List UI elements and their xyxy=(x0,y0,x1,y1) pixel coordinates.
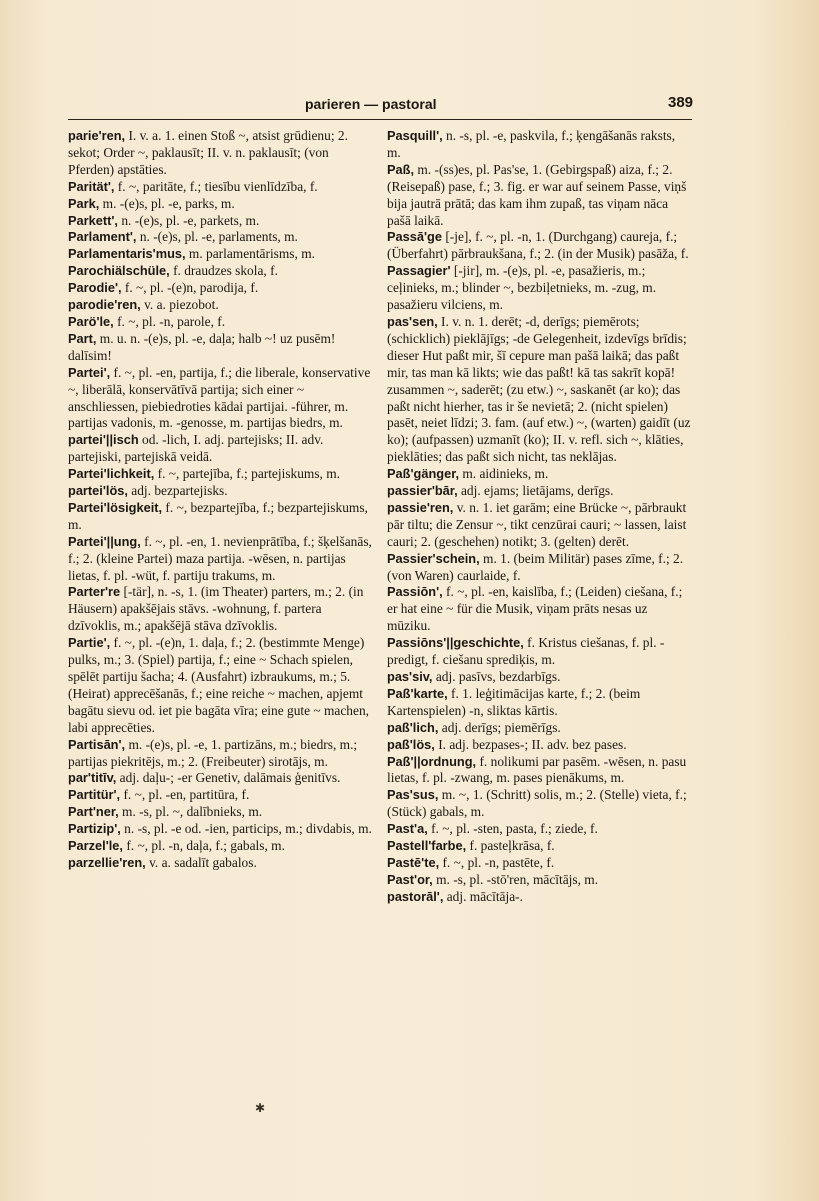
entry-headword: Passagier' xyxy=(387,263,451,279)
entry-headword: Passier'schein, xyxy=(387,550,480,566)
entry-headword: Partie', xyxy=(68,635,111,651)
entry-headword: Parität', xyxy=(68,178,115,194)
entry-definition: f. nolikumi par pasēm. -wēsen, n. pasu lietas, f. pl. -zwang, m. pases pienākums, m. xyxy=(387,753,687,786)
entry-headword: partei'lös, xyxy=(68,483,128,499)
entry-definition: m. ~, 1. (Schritt) solis, m.; 2. (Stelle) vieta, f.; (Stück) gabals, m. xyxy=(387,787,687,820)
entry-definition: f. ~, pl. -en, partitūra, f. xyxy=(120,787,250,803)
entry-definition: I. adj. bezpases-; II. adv. bez pases. xyxy=(434,736,627,752)
entry-definition: adj. pasīvs, bezdarbīgs. xyxy=(432,669,561,684)
running-head: parieren — pastoral xyxy=(305,96,437,112)
dictionary-entry xyxy=(387,787,692,821)
dictionary-entry xyxy=(387,821,692,838)
dictionary-entry xyxy=(387,720,692,737)
entry-headword: Parochiälschüle, xyxy=(68,263,170,279)
entry-headword: Passiōns'||geschichte, xyxy=(387,635,524,651)
entry-headword: Passiōn', xyxy=(387,584,443,600)
entry-definition: f. ~, pl. -n, parole, f. xyxy=(113,313,226,329)
entry-headword: Part'ner, xyxy=(68,804,119,820)
dictionary-entry xyxy=(68,737,374,771)
entry-definition: f. ~, pl. -(e)n, 1. daļa, f.; 2. (bestimmte Menge) pulks, m.; 3. (Spiel) partija, f.; eine ~ Schach spielen, spēlēt partiju šacha; 4. (Ausfahrt) izbraukums, m.; 5. (Heirat) apprecēšanās, f.; eine reiche ~ machen, apjemt bagātu sievu od. iet pie bagāta vīra; eine gute ~ machen, labi apprecēties. xyxy=(68,635,369,735)
entry-definition: m. -(e)s, pl. -e, 1. partizāns, m.; biedrs, m.; partijas piekritējs, m.; 2. (Freibeuter) sirotājs, m. xyxy=(68,736,358,769)
dictionary-entry xyxy=(387,162,692,230)
dictionary-entry xyxy=(387,872,692,889)
entry-definition: adj. bezpartejisks. xyxy=(127,483,228,499)
dictionary-entry xyxy=(387,314,692,466)
dictionary-entry xyxy=(68,787,374,804)
dictionary-entry xyxy=(68,179,374,196)
entry-headword: Part, xyxy=(68,330,97,346)
dictionary-entry xyxy=(387,551,692,585)
dictionary-entry xyxy=(68,365,374,433)
entry-definition: f. ~, pl. -n, daļa, f.; gabals, m. xyxy=(122,838,285,854)
entry-definition: [-tär], n. -s, 1. (im Theater) parters, m.; 2. (in Häusern) apakšējais stāvs. -wohnung, f. partera dzīvoklis, m.; apakšējā stāva dzīvoklis. xyxy=(68,584,364,634)
entry-headword: Paß'gänger, xyxy=(387,466,460,482)
entry-definition: n. -(e)s, pl. -e, parkets, m. xyxy=(118,212,260,228)
entry-headword: Partei'||ung, xyxy=(68,533,141,549)
dictionary-entry xyxy=(68,584,374,635)
dictionary-entry xyxy=(387,838,692,855)
entry-headword: Parzel'le, xyxy=(68,838,123,854)
entry-definition: adj. derīgs; piemērīgs. xyxy=(438,719,561,735)
dictionary-entry xyxy=(387,855,692,872)
dictionary-entry xyxy=(68,635,374,736)
entry-definition: f. ~, pl. -(e)n, parodija, f. xyxy=(121,280,259,296)
entry-definition: f. ~, pl. -n, pastēte, f. xyxy=(439,854,555,870)
footer-ornament: ✱ xyxy=(255,1101,266,1115)
entry-headword: Parkett', xyxy=(68,212,118,228)
dictionary-entry xyxy=(68,804,374,821)
entry-definition: [-je], f. ~, pl. -n, 1. (Durchgang) caureja, f.; (Überfahrt) pārbraukšana, f.; 2. (in der Musik) pasāža, f. xyxy=(387,229,689,262)
entry-definition: m. parlamentārisms, m. xyxy=(185,246,315,262)
entry-definition: f. ~, bezpartejība, f.; bezpartejiskums, m. xyxy=(68,499,368,532)
dictionary-entry xyxy=(387,889,692,906)
entry-definition: v. a. sadalīt gabalos. xyxy=(145,854,257,870)
dictionary-entry xyxy=(68,196,374,213)
entry-definition: m. -s, pl. ~, dalībnieks, m. xyxy=(118,804,263,820)
entry-definition: f. ~, pl. -en, 1. nevienprātība, f.; šķelšanās, f.; 2. (kleine Partei) maza partija. -wēsen, n. partijas lietas, f. pl. -wüt, f. partiju trakums, m. xyxy=(68,533,372,583)
entry-headword: Pastell'farbe, xyxy=(387,838,467,854)
entry-headword: Partizip', xyxy=(68,821,121,837)
entry-definition: n. -s, pl. -e od. -ien, particips, m.; divdabis, m. xyxy=(120,821,372,837)
entry-headword: Paß'||ordnung, xyxy=(387,753,477,769)
dictionary-entry xyxy=(387,584,692,635)
dictionary-entry xyxy=(387,128,692,162)
entry-definition: f. pasteļkrāsa, f. xyxy=(466,838,555,854)
dictionary-entry xyxy=(68,213,374,230)
entry-headword: Pastē'te, xyxy=(387,854,440,870)
entry-headword: Passā'ge xyxy=(387,229,442,245)
dictionary-entry xyxy=(387,229,692,263)
dictionary-entry xyxy=(387,686,692,720)
entry-headword: passier'bār, xyxy=(387,483,458,499)
entry-definition: f. Kristus ciešanas, f. pl. -predigt, f. ciešanu sprediķis, m. xyxy=(387,635,665,668)
entry-headword: partei'||isch xyxy=(68,432,139,448)
dictionary-entry xyxy=(68,263,374,280)
dictionary-entry xyxy=(387,669,692,686)
dictionary-entry xyxy=(68,280,374,297)
entry-definition: v. a. piezobot. xyxy=(140,297,219,313)
dictionary-entry xyxy=(68,534,374,585)
entry-headword: pas'sen, xyxy=(387,313,438,329)
dictionary-entry xyxy=(387,635,692,669)
entry-headword: Past'or, xyxy=(387,871,433,887)
dictionary-entry xyxy=(68,297,374,314)
header-rule xyxy=(68,119,692,120)
entry-headword: Past'a, xyxy=(387,821,428,837)
dictionary-entry xyxy=(387,737,692,754)
page-number: 389 xyxy=(668,94,694,111)
entry-headword: Partei', xyxy=(68,364,111,380)
entry-headword: Partei'lösigkeit, xyxy=(68,499,163,515)
dictionary-entry xyxy=(68,838,374,855)
entry-definition: I. v. n. 1. derēt; -d, derīgs; piemērots; (schicklich) pieklājīgs; -de Gelegenheit, izdevīgs brīdis; dieser Hut paßt mir, šī cepure man pašā laikā; das paßt mir, tas man kā likts; wie das paßt! kā tas sakrīt kopā! zusammen ~, saderēt; (zu etw.) ~, saskanēt (ar ko); das paßt nicht hierher, tas ir še nevietā; 2. (nicht spielen) pasēt, neiet līdzi; 3. fam. (auf etw.) ~, (warten) gaidīt (uz ko); (aufpassen) uzmanīt (ko); II. v. refl. sich ~, klāties, pieklāties; das paßt sich nicht, tas neklājas. xyxy=(387,313,691,465)
entry-headword: paß'lich, xyxy=(387,719,439,735)
entry-definition: m. -(ss)es, pl. Pas'se, 1. (Gebirgspaß) aiza, f.; 2. (Reisepaß) pase, f.; 3. fig. er war auf seinem Passe, viņš bija jautrā prātā; das kam ihm zupaß, tas viņam nāca pašā laikā. xyxy=(387,161,687,228)
entry-headword: paß'lös, xyxy=(387,736,435,752)
entry-definition: m. -(e)s, pl. -e, parks, m. xyxy=(99,195,235,211)
dictionary-entry xyxy=(68,229,374,246)
dictionary-entry xyxy=(387,500,692,551)
entry-definition: adj. mācītāja-. xyxy=(443,888,523,904)
entry-headword: Parter're xyxy=(68,584,121,600)
entry-definition: f. ~, partejība, f.; partejiskums, m. xyxy=(154,466,341,482)
entry-definition: f. ~, pl. -sten, pasta, f.; ziede, f. xyxy=(427,821,598,837)
entry-definition: adj. daļu-; -er Genetiv, dalāmais ģenitīvs. xyxy=(116,770,341,786)
entry-definition: m. -s, pl. -stō'ren, mācītājs, m. xyxy=(432,871,599,887)
entry-headword: Partitür', xyxy=(68,787,121,803)
entry-definition: f. ~, paritāte, f.; tiesību vienlīdzība, f. xyxy=(114,178,318,194)
dictionary-entry xyxy=(387,483,692,500)
entry-definition: m. u. n. -(e)s, pl. -e, daļa; halb ~! uz pusēm! dalīsim! xyxy=(68,330,336,363)
dictionary-entry xyxy=(68,466,374,483)
entry-headword: Pasquill', xyxy=(387,128,443,143)
entry-definition: v. n. 1. iet garām; eine Brücke ~, pārbraukt pār tiltu; die Zensur ~, tikt cenzūrai cauri; ~ lassen, laist cauri; 2. (geschehen) notikt; 3. (gelten) derēt. xyxy=(387,499,687,549)
entry-headword: Parlamentaris'mus, xyxy=(68,246,186,262)
entry-definition: m. 1. (beim Militär) pases zīme, f.; 2. (von Waren) caurlaide, f. xyxy=(387,550,684,583)
entry-headword: Parö'le, xyxy=(68,313,114,329)
dictionary-entry xyxy=(68,331,374,365)
entry-headword: parie'ren, xyxy=(68,128,126,143)
entry-headword: par'titīv, xyxy=(68,770,117,786)
dictionary-entry xyxy=(68,128,374,179)
dictionary-entry xyxy=(387,263,692,314)
entry-definition: m. aidinieks, m. xyxy=(459,466,549,482)
dictionary-entry xyxy=(68,483,374,500)
dictionary-entry xyxy=(68,770,374,787)
dictionary-entry xyxy=(68,246,374,263)
entry-headword: Paß'karte, xyxy=(387,685,448,701)
entry-headword: Paß, xyxy=(387,161,415,177)
right-column xyxy=(387,128,692,906)
entry-definition: n. -s, pl. -e, paskvila, f.; ķengāšanās raksts, m. xyxy=(387,128,676,160)
entry-definition: [-jir], m. -(e)s, pl. -e, pasažieris, m.; ceļinieks, m.; blinder ~, bezbiļetnieks, m. -zug, m. pasažieru vilciens, m. xyxy=(387,263,657,313)
entry-definition: od. -lich, I. adj. partejisks; II. adv. partejiski, partejiskā veidā. xyxy=(68,432,324,465)
dictionary-entry xyxy=(387,754,692,788)
entry-definition: adj. ejams; lietājams, derīgs. xyxy=(457,483,614,499)
entry-definition: f. ~, pl. -en, kaislība, f.; (Leiden) ciešana, f.; er hat eine ~ für die Musik, viņam prāts nesas uz mūziku. xyxy=(387,584,683,634)
dictionary-entry xyxy=(68,500,374,534)
left-column xyxy=(68,128,374,872)
dictionary-entry xyxy=(387,466,692,483)
dictionary-entry xyxy=(68,855,374,872)
entry-headword: parzellie'ren, xyxy=(68,854,146,870)
entry-definition: f. 1. leģitimācijas karte, f.; 2. (beim Kartenspielen) -n, sliktas kārtis. xyxy=(387,685,641,718)
entry-headword: Parlament', xyxy=(68,229,137,245)
entry-headword: Partisān', xyxy=(68,736,126,752)
entry-definition: n. -(e)s, pl. -e, parlaments, m. xyxy=(136,229,298,245)
entry-definition: f. ~, pl. -en, partija, f.; die liberale, konservative ~, liberālā, konservātīvā partija; sich einer ~ anschliessen, piebiedroties kādai partijai. -führer, m. partijas vadonis, m. -genosse, m. partijas biedrs, m. xyxy=(68,364,371,431)
entry-definition: I. v. a. 1. einen Stoß ~, atsist grūdienu; 2. sekot; Order ~, paklausīt; II. v. n. paklausīt; (von Pferden) apstāties. xyxy=(68,128,348,177)
entry-headword: Parodie', xyxy=(68,280,122,296)
entry-headword: passie'ren, xyxy=(387,499,454,515)
entry-definition: f. draudzes skola, f. xyxy=(169,263,278,279)
dictionary-entry xyxy=(68,314,374,331)
entry-headword: pas'siv, xyxy=(387,669,433,684)
entry-headword: Pas'sus, xyxy=(387,787,439,803)
dictionary-entry xyxy=(68,432,374,466)
entry-headword: Partei'lichkeit, xyxy=(68,466,155,482)
entry-headword: pastorāl', xyxy=(387,888,444,904)
entry-headword: Park, xyxy=(68,195,100,211)
dictionary-entry xyxy=(68,821,374,838)
entry-headword: parodie'ren, xyxy=(68,297,141,313)
